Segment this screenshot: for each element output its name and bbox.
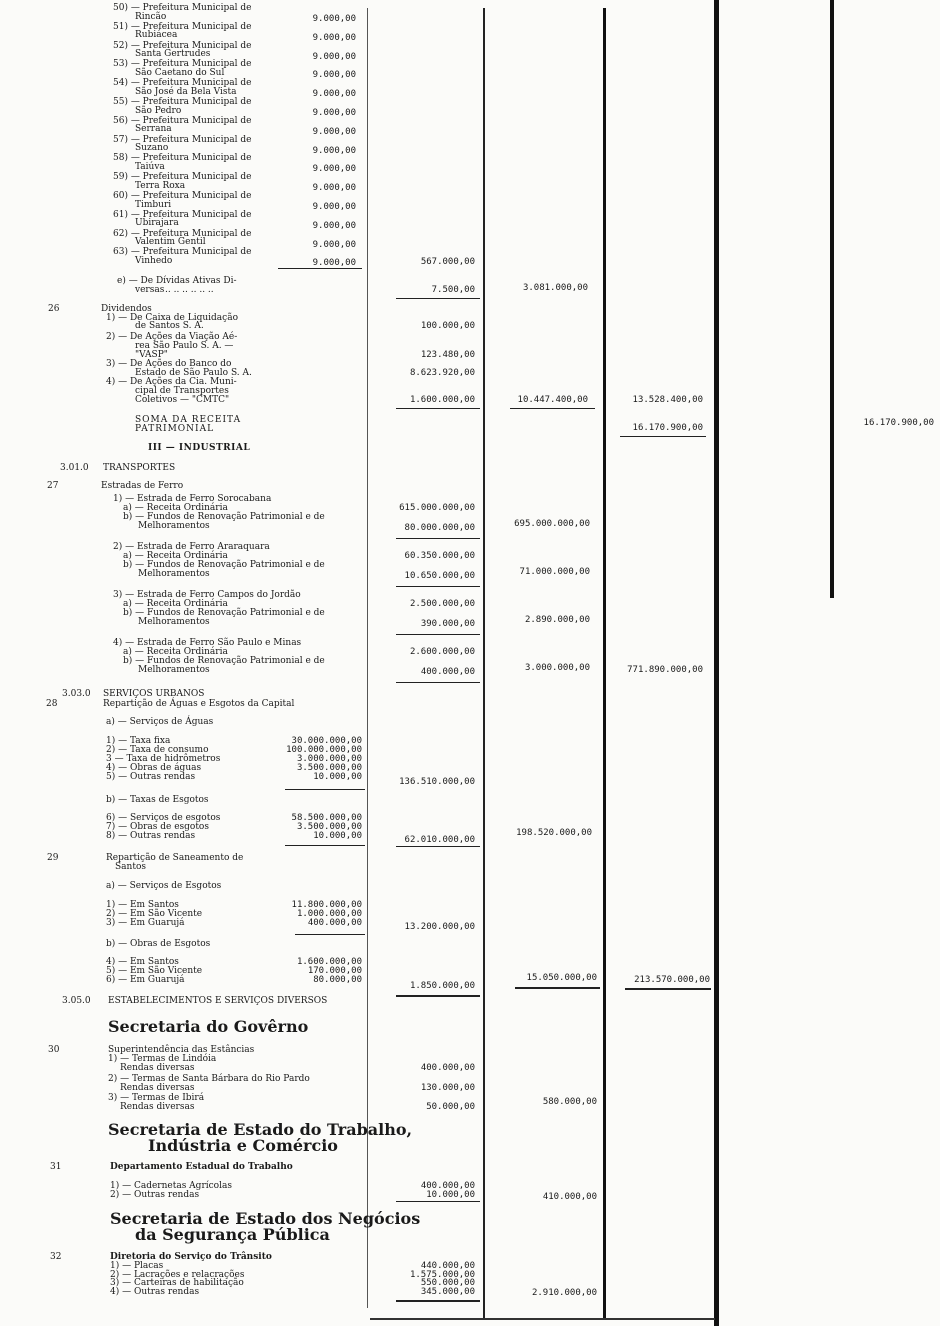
entry-value: 80.000,00: [313, 975, 362, 985]
estrada-fundos-value: 390.000,00: [420, 619, 475, 629]
prefeituras-rule: [278, 268, 362, 269]
entry-value: 400.000,00: [420, 1181, 475, 1191]
entry-label: 4) — Obras de águas: [106, 763, 202, 773]
dividendo-2-line2: rea São Paulo S. A. —: [135, 341, 234, 351]
entry-label: 6) — Em Guarujá: [106, 975, 185, 985]
governo-total: 580.000,00: [542, 1097, 597, 1107]
entry-label: 2) — Taxa de consumo: [106, 745, 209, 755]
santos-servicos-rule: [295, 934, 365, 935]
prefeitura-value: 9.000,00: [312, 258, 356, 269]
estrada-title: 1) — Estrada de Ferro Sorocabana: [113, 494, 272, 504]
estrada-total: 3.000.000,00: [524, 663, 590, 673]
entry-value: 1.600.000,00: [296, 957, 362, 967]
dividendos-rule: [396, 408, 480, 409]
item-number-30: 30: [48, 1045, 60, 1055]
esgotos-total: 62.010.000,00: [404, 835, 475, 845]
estancia-title: 1) — Termas de Lindóia: [108, 1054, 217, 1064]
item-number-27: 27: [47, 481, 59, 491]
trabalho-total: 410.000,00: [542, 1192, 597, 1202]
prefeitura-value: 9.000,00: [312, 145, 356, 156]
dividas-sub: versas: [135, 285, 165, 295]
bottom-rule: [370, 1318, 715, 1320]
dividas-group-total: 3.081.000,00: [522, 283, 588, 293]
urbanos-code: 3.03.0: [62, 689, 91, 699]
estrada-rule: [396, 538, 480, 539]
entry-label: 1) — Taxa fixa: [106, 736, 171, 746]
estrada-fundos-label-2: Melhoramentos: [138, 617, 210, 627]
prefeitura-name: Suzano: [135, 143, 169, 154]
dividas-label: e) — De Dívidas Ativas Di-: [117, 276, 237, 286]
estancia-rendas: Rendas diversas: [120, 1063, 195, 1073]
column-rule-5: [830, 0, 834, 598]
estancia-rendas: Rendas diversas: [120, 1083, 195, 1093]
prefeitura-label: 61) — Prefeitura Municipal de: [113, 209, 252, 220]
item-number-29: 29: [47, 853, 59, 863]
estrada-fundos-label: b) — Fundos de Renovação Patrimonial e de: [123, 608, 325, 618]
prefeitura-name: Rincão: [135, 11, 167, 22]
entry-label: 3) — Em Guarujá: [106, 918, 185, 928]
prefeitura-name: São Caetano do Sul: [135, 67, 225, 78]
prefeitura-name: Ubirajara: [135, 218, 179, 229]
prefeitura-value: 9.000,00: [312, 32, 356, 43]
trabalho-heading-2: Indústria e Comércio: [148, 1136, 338, 1155]
prefeitura-name: Terra Roxa: [135, 180, 186, 191]
dividendo-3-line1: 3) — De Ações do Banco do: [106, 359, 232, 369]
transportes-title: TRANSPORTES: [103, 463, 176, 473]
soma-value: 16.170.900,00: [632, 423, 703, 433]
entry-value: 400.000,00: [307, 918, 362, 928]
prefeitura-name: Santa Gertrudes: [135, 49, 211, 60]
dividendo-1-value: 100.000,00: [420, 321, 475, 331]
dividendo-3-line2: Estado de São Paulo S. A.: [135, 368, 252, 378]
estrada-fundos-value: 10.650.000,00: [404, 571, 475, 581]
transportes-code: 3.01.0: [60, 463, 89, 473]
estrada-total: 695.000.000,00: [514, 519, 590, 529]
estrada-receita-value: 2.500.000,00: [409, 599, 475, 609]
prefeitura-label: 57) — Prefeitura Municipal de: [113, 134, 252, 145]
santos-servicos-title: a) — Serviços de Esgotos: [106, 881, 222, 891]
estrada-total: 2.890.000,00: [524, 615, 590, 625]
entry-value: 3.000.000,00: [296, 754, 362, 764]
santos-servicos-total: 13.200.000,00: [404, 922, 475, 932]
trabalho-heading-1: Secretaria de Estado do Trabalho,: [108, 1120, 413, 1139]
santos-obras-total: 1.850.000,00: [409, 981, 475, 991]
urbanos-subtitle: Repartição de Águas e Esgotos da Capital: [103, 699, 295, 709]
aguas-rule: [285, 789, 365, 790]
urbanos-total: 198.520.000,00: [516, 828, 592, 838]
estrada-fundos-label: b) — Fundos de Renovação Patrimonial e de: [123, 560, 325, 570]
grand-total: 16.170.900,00: [863, 418, 934, 428]
estancia-title: 3) — Termas de Ibirá: [108, 1093, 205, 1103]
prefeitura-value: 9.000,00: [312, 51, 356, 62]
prefeituras-total: 567.000,00: [420, 257, 475, 267]
estrada-receita-label: a) — Receita Ordinária: [123, 503, 228, 513]
estancia-rendas: Rendas diversas: [120, 1102, 195, 1112]
seguranca-title: Diretoria do Serviço do Trânsito: [110, 1252, 272, 1262]
transportes-col4: 771.890.000,00: [627, 665, 703, 675]
soma-line1: SOMA DA RECEITA: [135, 415, 242, 425]
estrada-receita-label: a) — Receita Ordinária: [123, 551, 228, 561]
estancia-value: 130.000,00: [420, 1083, 475, 1093]
item-number-26: 26: [48, 304, 60, 314]
entry-label: 2) — Em São Vicente: [106, 909, 203, 919]
dividendo-2-value: 123.480,00: [420, 350, 475, 360]
prefeitura-label: 56) — Prefeitura Municipal de: [113, 115, 252, 126]
urbanos-title: SERVIÇOS URBANOS: [103, 689, 205, 699]
entry-label: 2) — Outras rendas: [110, 1190, 200, 1200]
prefeitura-label: 53) — Prefeitura Municipal de: [113, 59, 252, 70]
prefeitura-name: São José da Bela Vista: [135, 86, 237, 97]
dividendo-3-value: 8.623.920,00: [409, 368, 475, 378]
entry-label: 1) — Cadernetas Agrícolas: [110, 1181, 232, 1191]
dividendo-1-line2: de Santos S. A.: [135, 321, 204, 331]
urbanos-col4: 213.570.000,00: [634, 975, 710, 985]
prefeitura-label: 59) — Prefeitura Municipal de: [113, 172, 252, 183]
item-number-31: 31: [50, 1162, 62, 1172]
prefeitura-name: Vinhedo: [135, 255, 173, 266]
estrada-fundos-value: 400.000,00: [420, 667, 475, 677]
estrada-receita-value: 615.000.000,00: [399, 503, 475, 513]
prefeitura-name: Taiúva: [135, 161, 165, 172]
estrada-fundos-label-2: Melhoramentos: [138, 521, 210, 531]
dividendo-4-value: 1.600.000,00: [409, 395, 475, 405]
entry-value: 550.000,00: [420, 1278, 475, 1288]
dividendo-1-line1: 1) — De Caixa de Liquidação: [106, 313, 238, 323]
estrada-fundos-label-2: Melhoramentos: [138, 665, 210, 675]
entry-value: 10.000,00: [313, 831, 362, 841]
santos-title-2: Santos: [115, 862, 146, 872]
estancia-value: 50.000,00: [426, 1102, 475, 1112]
entry-value: 3.500.000,00: [296, 822, 362, 832]
entry-label: 6) — Serviços de esgotos: [106, 813, 221, 823]
prefeitura-label: 58) — Prefeitura Municipal de: [113, 153, 252, 164]
leader-dots: .. .. .. .. .. ..: [165, 285, 214, 295]
entry-value: 100.000.000,00: [286, 745, 362, 755]
prefeitura-value: 9.000,00: [312, 183, 356, 194]
estancia-title: 2) — Termas de Santa Bárbara do Rio Pardo: [108, 1074, 310, 1084]
column-rule-2: [483, 8, 485, 1318]
prefeitura-label: 63) — Prefeitura Municipal de: [113, 247, 252, 258]
estrada-title: 2) — Estrada de Ferro Araraquara: [113, 542, 270, 552]
prefeitura-value: 9.000,00: [312, 220, 356, 231]
estradas-title: Estradas de Ferro: [101, 481, 184, 491]
prefeitura-label: 51) — Prefeitura Municipal de: [113, 21, 252, 32]
prefeitura-value: 9.000,00: [312, 14, 356, 24]
prefeitura-name: Valentim Gentil: [135, 237, 206, 248]
aguas-total: 136.510.000,00: [399, 777, 475, 787]
entry-value: 30.000.000,00: [291, 736, 362, 746]
seguranca-heading-2: da Segurança Pública: [135, 1225, 330, 1244]
estab-code: 3.05.0: [62, 996, 91, 1006]
esgotos-rule: [285, 845, 365, 846]
entry-value: 3.500.000,00: [296, 763, 362, 773]
column-rule-4: [714, 0, 719, 1326]
prefeitura-name: Rubiácea: [135, 30, 178, 41]
entry-label: 4) — Outras rendas: [110, 1286, 200, 1297]
entry-label: 8) — Outras rendas: [106, 831, 196, 841]
entry-value: 345.000,00: [420, 1286, 475, 1297]
santos-total-rule: [515, 987, 600, 989]
prefeitura-label: 55) — Prefeitura Municipal de: [113, 97, 252, 107]
seguranca-rule: [396, 1300, 480, 1302]
dividendos-total: 10.447.400,00: [517, 395, 588, 405]
dividendo-2-line1: 2) — De Ações da Viação Aé-: [106, 332, 238, 342]
seguranca-total: 2.910.000,00: [531, 1288, 597, 1298]
entry-label: 2) — Lacrações e relacrações: [110, 1269, 245, 1280]
prefeitura-label: 60) — Prefeitura Municipal de: [113, 191, 252, 201]
soma-rule: [620, 436, 706, 437]
seguranca-heading-1: Secretaria de Estado dos Negócios: [110, 1209, 421, 1228]
trabalho-title: Departamento Estadual do Trabalho: [110, 1162, 293, 1172]
santos-obras-title: b) — Obras de Esgotos: [106, 939, 211, 949]
entry-value: 170.000,00: [307, 966, 362, 976]
aguas-title: a) — Serviços de Águas: [106, 717, 214, 727]
entry-label: 7) — Obras de esgotos: [106, 822, 209, 832]
trabalho-rule: [396, 1201, 480, 1202]
entry-label: 3) — Carteiras de habilitação: [110, 1278, 244, 1288]
estancia-value: 400.000,00: [420, 1063, 475, 1073]
entry-label: 4) — Em Santos: [106, 957, 179, 967]
prefeitura-label: 62) — Prefeitura Municipal de: [113, 228, 252, 239]
entry-label: 5) — Outras rendas: [106, 772, 196, 782]
prefeitura-name: São Pedro: [135, 105, 182, 116]
entry-value: 11.800.000,00: [291, 900, 362, 910]
prefeitura-label: 54) — Prefeitura Municipal de: [113, 78, 252, 89]
prefeitura-label: 50) — Prefeitura Municipal de: [113, 3, 252, 13]
entry-value: 1.000.000,00: [296, 909, 362, 919]
entry-value: 58.500.000,00: [291, 813, 362, 823]
dividendo-4-line2: cipal de Transportes: [135, 386, 229, 396]
dividendo-4-line3: Coletivos — "CMTC": [135, 395, 230, 405]
prefeitura-label: 52) — Prefeitura Municipal de: [113, 40, 252, 51]
esgotos-title: b) — Taxas de Esgotos: [106, 795, 209, 805]
estrada-fundos-label: b) — Fundos de Renovação Patrimonial e de: [123, 512, 325, 522]
santos-title: Repartição de Saneamento de: [106, 853, 244, 863]
item-number-32: 32: [50, 1252, 62, 1262]
prefeitura-value: 9.000,00: [312, 164, 356, 175]
estrada-fundos-label-2: Melhoramentos: [138, 569, 210, 579]
estrada-title: 3) — Estrada de Ferro Campos do Jordão: [113, 590, 301, 600]
prefeitura-name: Serrana: [135, 124, 172, 135]
item-number-28: 28: [46, 699, 58, 709]
entry-label: 3 — Taxa de hidrômetros: [106, 754, 221, 764]
prefeitura-value: 9.000,00: [312, 126, 356, 137]
estrada-receita-value: 2.600.000,00: [409, 647, 475, 657]
prefeitura-value: 9.000,00: [312, 108, 356, 118]
estrada-fundos-value: 80.000.000,00: [404, 523, 475, 533]
governo-heading: Secretaria do Govêrno: [108, 1017, 309, 1036]
estrada-rule: [396, 682, 480, 683]
entry-value: 440.000,00: [420, 1261, 475, 1271]
soma-line2: PATRIMONIAL: [135, 424, 215, 434]
dividas-rule: [396, 298, 480, 299]
estrada-total: 71.000.000,00: [519, 567, 590, 577]
column-rule-1: [367, 8, 368, 1308]
industrial-heading: III — INDUSTRIAL: [148, 443, 251, 453]
prefeitura-value: 9.000,00: [312, 202, 356, 212]
dividas-value: 7.500,00: [431, 285, 475, 295]
dividendos-col4: 13.528.400,00: [632, 395, 703, 405]
entry-label: 1) — Em Santos: [106, 900, 179, 910]
estrada-fundos-label: b) — Fundos de Renovação Patrimonial e de: [123, 656, 325, 666]
estrada-rule: [396, 634, 480, 635]
urbanos-col4-rule: [625, 988, 711, 990]
prefeitura-value: 9.000,00: [312, 239, 356, 250]
santos-total: 15.050.000,00: [526, 973, 597, 983]
prefeitura-value: 9.000,00: [312, 70, 356, 81]
entry-value: 10.000,00: [313, 772, 362, 782]
governo-title: Superintendência das Estâncias: [108, 1045, 255, 1055]
column-rule-3: [603, 8, 606, 1318]
dividendos-total-rule: [510, 408, 595, 409]
estrada-receita-label: a) — Receita Ordinária: [123, 647, 228, 657]
estrada-title: 4) — Estrada de Ferro São Paulo e Minas: [113, 638, 302, 648]
estrada-receita-value: 60.350.000,00: [404, 551, 475, 561]
santos-obras-rule: [396, 995, 480, 997]
dividendo-2-line3: "VASP": [135, 350, 168, 360]
entry-value: 1.575.000,00: [409, 1269, 475, 1280]
estab-title: ESTABELECIMENTOS E SERVIÇOS DIVERSOS: [108, 996, 328, 1006]
dividendo-4-line1: 4) — De Ações da Cia. Muni-: [106, 377, 237, 387]
entry-value: 10.000,00: [426, 1190, 475, 1200]
dividendos-title: Dividendos: [101, 304, 152, 314]
esgotos-total-rule: [396, 846, 480, 847]
prefeitura-name: Timburi: [135, 199, 172, 210]
prefeitura-value: 9.000,00: [312, 89, 356, 100]
entry-label: 1) — Placas: [110, 1261, 164, 1271]
entry-label: 5) — Em São Vicente: [106, 966, 203, 976]
estrada-receita-label: a) — Receita Ordinária: [123, 599, 228, 609]
estrada-rule: [396, 586, 480, 587]
